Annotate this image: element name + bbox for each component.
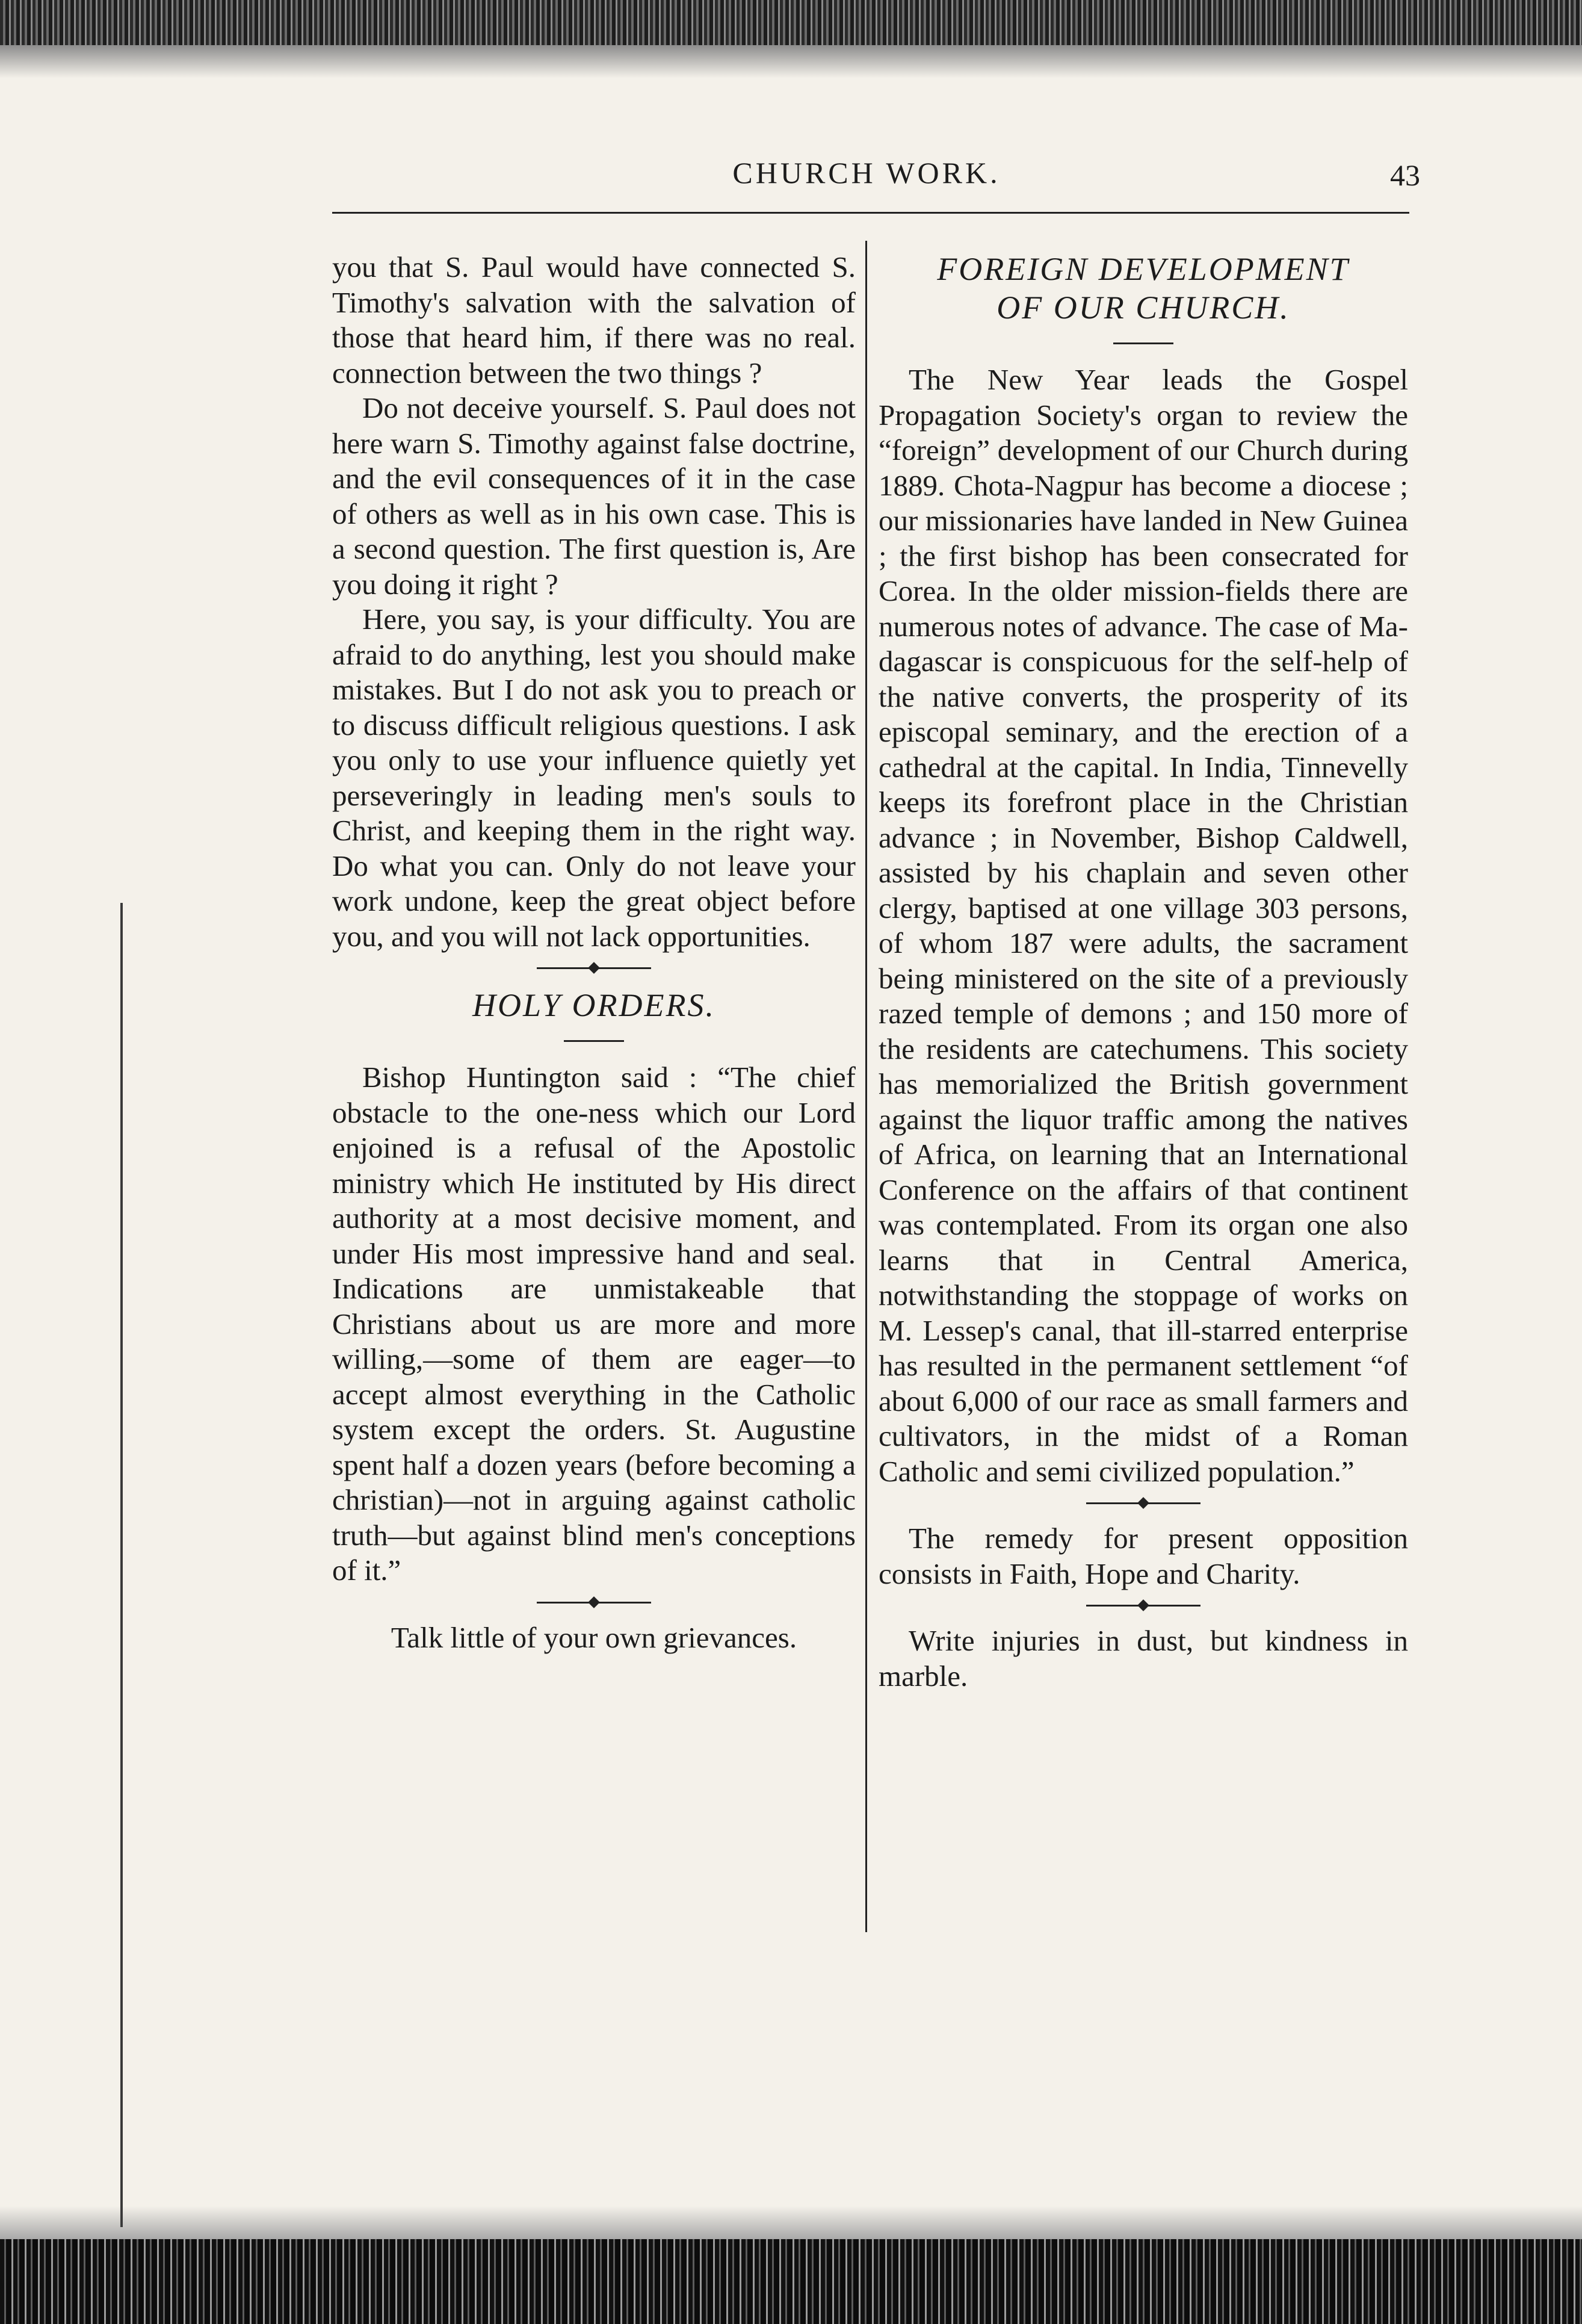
header-rule <box>332 212 1409 214</box>
paragraph: Do not deceive yourself. S. Paul does not here warn S. Timothy against false doctrine, and the evil consequences of it in the case of others as well as in his own case. This is a second question. The first question is, Are you doing it right ? <box>332 391 856 601</box>
paragraph: you that S. Paul would have connected S. Timothy's salvation with the salvation of those that heard him, if there was no real. connection between the two things ? <box>332 250 856 389</box>
ornament-divider <box>537 1602 651 1604</box>
paragraph: Here, you say, is your difficulty. You are afraid to do anything, lest you should make mistakes. But I do not ask you to preach or to discuss difficult religious questions. I ask you only to use your influence quietly yet perseveringly in leading men's souls to Christ, and keeping them in the right way. Do what you can. Only do not leave your work undone, keep the great object before you, and you will not lack opportunities. <box>332 603 856 953</box>
ornament-divider <box>1086 1502 1200 1504</box>
ornament-divider <box>537 967 651 969</box>
paragraph: The remedy for present opposition consists in Faith, Hope and Charity. <box>879 1522 1408 1590</box>
scan-shadow-bottom <box>0 2206 1582 2239</box>
scan-border-top <box>0 0 1582 45</box>
section-title-foreign-development: FOREIGN DEVELOPMENT <box>937 251 1350 287</box>
scan-shadow-top <box>0 45 1582 78</box>
title-rule <box>564 1040 624 1042</box>
scan-border-bottom <box>0 2239 1582 2324</box>
section-title-our-church: OF OUR CHURCH. <box>996 290 1290 326</box>
page-number: 43 <box>1390 158 1420 192</box>
column-divider <box>865 241 867 1932</box>
paragraph: Write injuries in dust, but kindness in marble. <box>879 1624 1408 1693</box>
paragraph: The New Year leads the Gospel Propagation Society's organ to review the “foreign” development of our Church during 1889. Chota-Nagpur has become a diocese ; our missionaries have landed in New Guinea ; the first bishop has been consecrated for Corea. In the older mission-fields there are numerous notes of advance. The case of Madagascar is conspicuous for the self-help of the native converts, the prosperity of its episcopal seminary, and the erection of a cathedral at the capital. In India, Tinnevelly keeps its forefront place in the Christian advance ; in November, Bishop Caldwell, assisted by his chaplain and seven other clergy, baptised at one village 303 persons, of whom 187 were adults, the sacrament being ministered on the site of a previously razed temple of demons ; and 150 more of the residents are catechumens. This society has memorialized the British government against the liquor traffic among the natives of Africa, on learning that an International Conference on the affairs of that continent was contemplated. From its organ one also learns that in Central America, notwithstanding the stoppage of works on M. Lessep's canal, that ill-starred enterprise has resulted in the permanent settlement “of about 6,000 of our race as small farmers and cultivators, in the midst of a Roman Catholic and semi civilized population.” <box>879 363 1408 1488</box>
ornament-divider <box>1086 1605 1200 1607</box>
title-rule <box>1113 342 1173 344</box>
paragraph: Talk little of your own grievances. <box>391 1620 797 1654</box>
page-gutter-edge <box>120 903 123 2227</box>
section-title-holy-orders: HOLY ORDERS. <box>472 987 715 1023</box>
right-column <box>879 250 1408 1694</box>
paragraph: Bishop Huntington said : “The chief obstacle to the one-ness which our Lord enjoined is a refusal of the Apostolic ministry which He instituted by His direct authority at a most decisive moment, and under His most impressive hand and seal. Indications are unmistakeable that Christians about us are more and more willing,—some of them are eager—to accept almost everything in the Catholic system except the orders. St. Augustine spent half a dozen years (before becoming a christian)—not in arguing against catholic truth—but against blind men's conceptions of it.” <box>332 1061 856 1587</box>
left-column <box>332 250 856 1655</box>
running-head: CHURCH WORK. <box>732 156 1001 190</box>
